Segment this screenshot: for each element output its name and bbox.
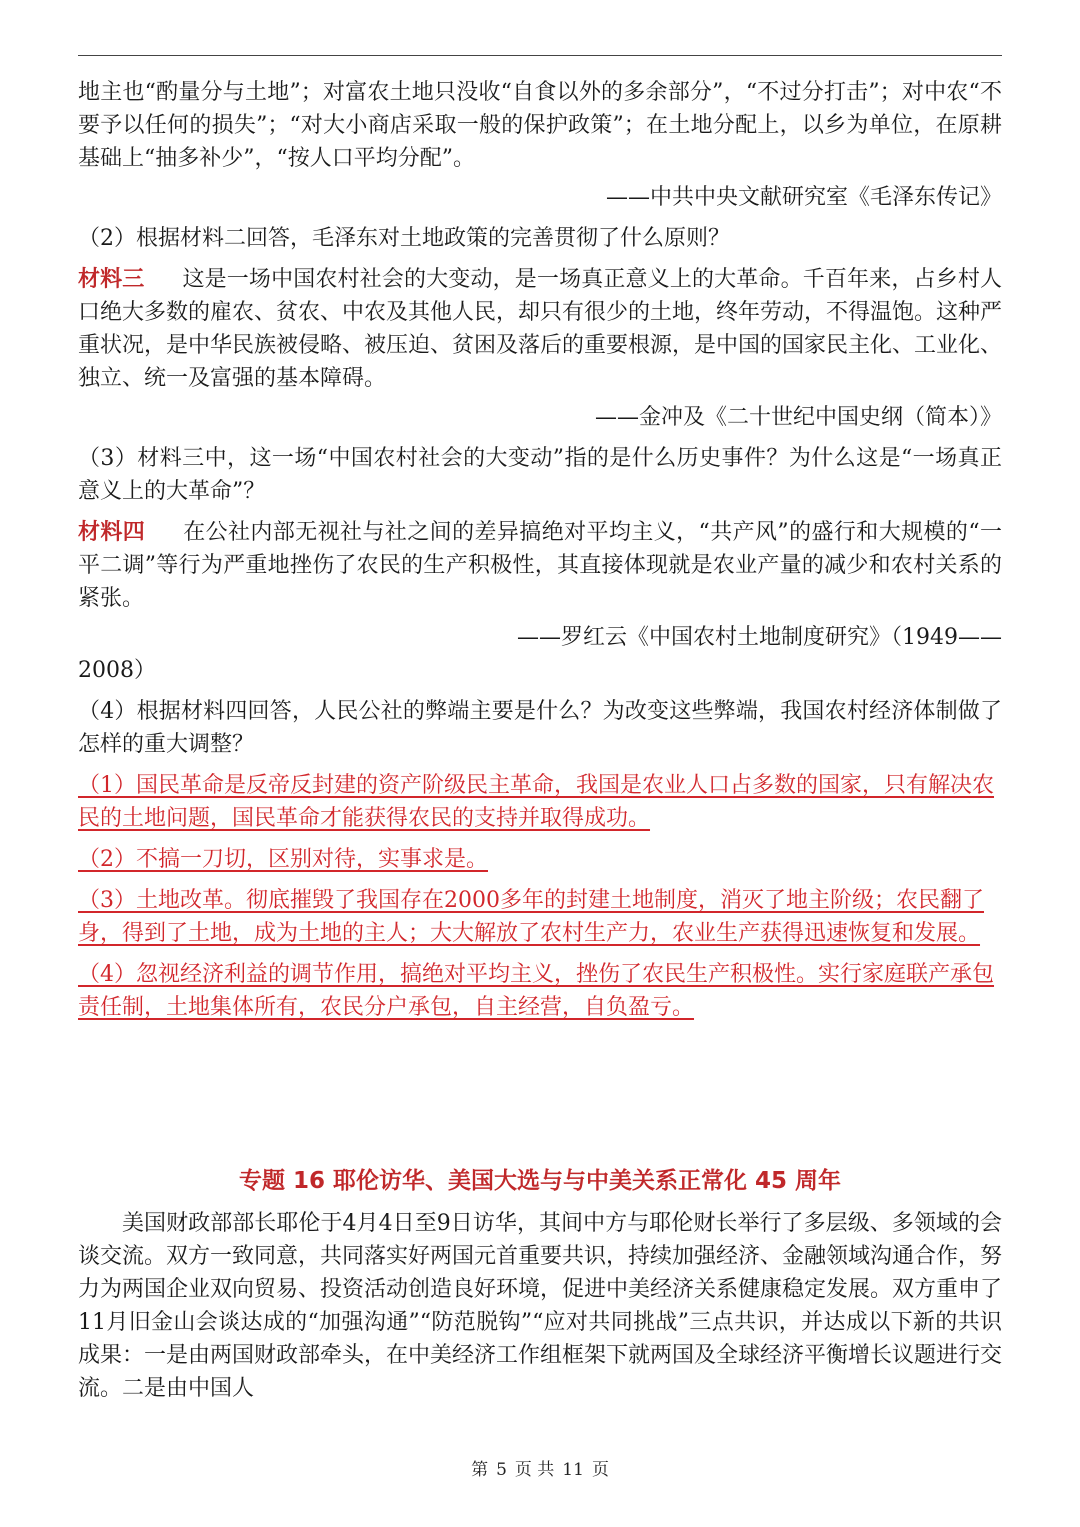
question-4: （4）根据材料四回答，人民公社的弊端主要是什么？为改变这些弊端，我国农村经济体制做了怎样的重大调整？ [78, 699, 1002, 757]
question-2: （2）根据材料二回答，毛泽东对土地政策的完善贯彻了什么原则？ [78, 226, 730, 251]
document-content [78, 76, 1002, 1024]
material2-text: 地主也“酌量分与土地”；对富农土地只没收“自食以外的多余部分”，“不过分打击”；对中农“不要予以任何的损失”；“对大小商店采取一般的保护政策”；在土地分配上，以乡为单位，在原耕基础上“抽多补少”，“按人口平均分配”。 [78, 80, 1002, 171]
page-footer [0, 1455, 1080, 1480]
header-rule [78, 55, 1002, 56]
material3-text: 这是一场中国农村社会的大变动，是一场真正意义上的大革命。千百年来，占乡村人口绝大多数的雇农、贫农、中农及其他人民，却只有很少的土地，终年劳动，不得温饱。这种严重状况，是中华民族被侵略、被压迫、贫困及落后的重要根源，是中国的国家民主化、工业化、独立、统一及富强的基本障碍。 [78, 267, 1003, 391]
material3-source: ——金冲及《二十世纪中国史纲（简本）》 [594, 405, 1002, 430]
material4-source-tail: 2008） [78, 658, 156, 683]
footer-current-page: 5 [496, 1460, 507, 1480]
answer-3: （3）土地改革。彻底摧毁了我国存在2000多年的封建土地制度，消灭了地主阶级；农民翻了身，得到了土地，成为土地的主人；大大解放了农村生产力，农业生产获得迅速恢复和发展。 [78, 888, 984, 946]
material2-source: ——中共中央文献研究室《毛泽东传记》 [605, 185, 1002, 210]
answer-1: （1）国民革命是反帝反封建的资产阶级民主革命，我国是农业人口占多数的国家，只有解决农民的土地问题，国民革命才能获得农民的支持并取得成功。 [78, 773, 995, 831]
material4-label: 材料四 [78, 520, 146, 545]
topic-body: 美国财政部部长耶伦于4月4日至9日访华，其间中方与耶伦财长举行了多层级、多领域的会谈交流。双方一致同意，共同落实好两国元首重要共识，持续加强经济、金融领域沟通合作，努力为两国企业双向贸易、投资活动创造良好环境，促进中美经济关系健康稳定发展。双方重申了11月旧金山会谈达成的“加强沟通”“防范脱钩”“应对共同挑战”三点共识，并达成以下新的共识成果：一是由两国财政部牵头，在中美经济工作组框架下就两国及全球经济平衡增长议题进行交流。二是由中国人 [78, 1211, 1003, 1401]
material3 [78, 263, 1002, 395]
material4 [78, 516, 1002, 615]
answer-4: （4）忽视经济利益的调节作用，搞绝对平均主义，挫伤了农民生产积极性。实行家庭联产承包责任制，土地集体所有，农民分户承包，自主经营，自负盈亏。 [78, 962, 995, 1020]
footer-suffix: 页 [591, 1460, 609, 1480]
topic-title: 专题 16 耶伦访华、美国大选与与中美关系正常化 45 周年 [238, 1168, 842, 1194]
material4-source: ——罗红云《中国农村土地制度研究》（1949—— [517, 625, 1002, 650]
footer-total-pages: 11 [562, 1460, 584, 1480]
footer-prefix: 第 [471, 1460, 489, 1480]
material4-text: 在公社内部无视社与社之间的差异搞绝对平均主义，“共产风”的盛行和大规模的“一平二调”等行为严重地挫伤了农民的生产积极性，其直接体现就是农业产量的减少和农村关系的紧张。 [78, 520, 1002, 611]
footer-mid: 页 共 [514, 1460, 555, 1480]
material3-label: 材料三 [78, 267, 145, 292]
answer-2: （2）不搞一刀切，区别对待，实事求是。 [78, 847, 488, 872]
answer-block [78, 769, 1002, 1024]
question-3: （3）材料三中，这一场“中国农村社会的大变动”指的是什么历史事件？为什么这是“一场真正意义上的大革命”？ [78, 446, 1002, 504]
